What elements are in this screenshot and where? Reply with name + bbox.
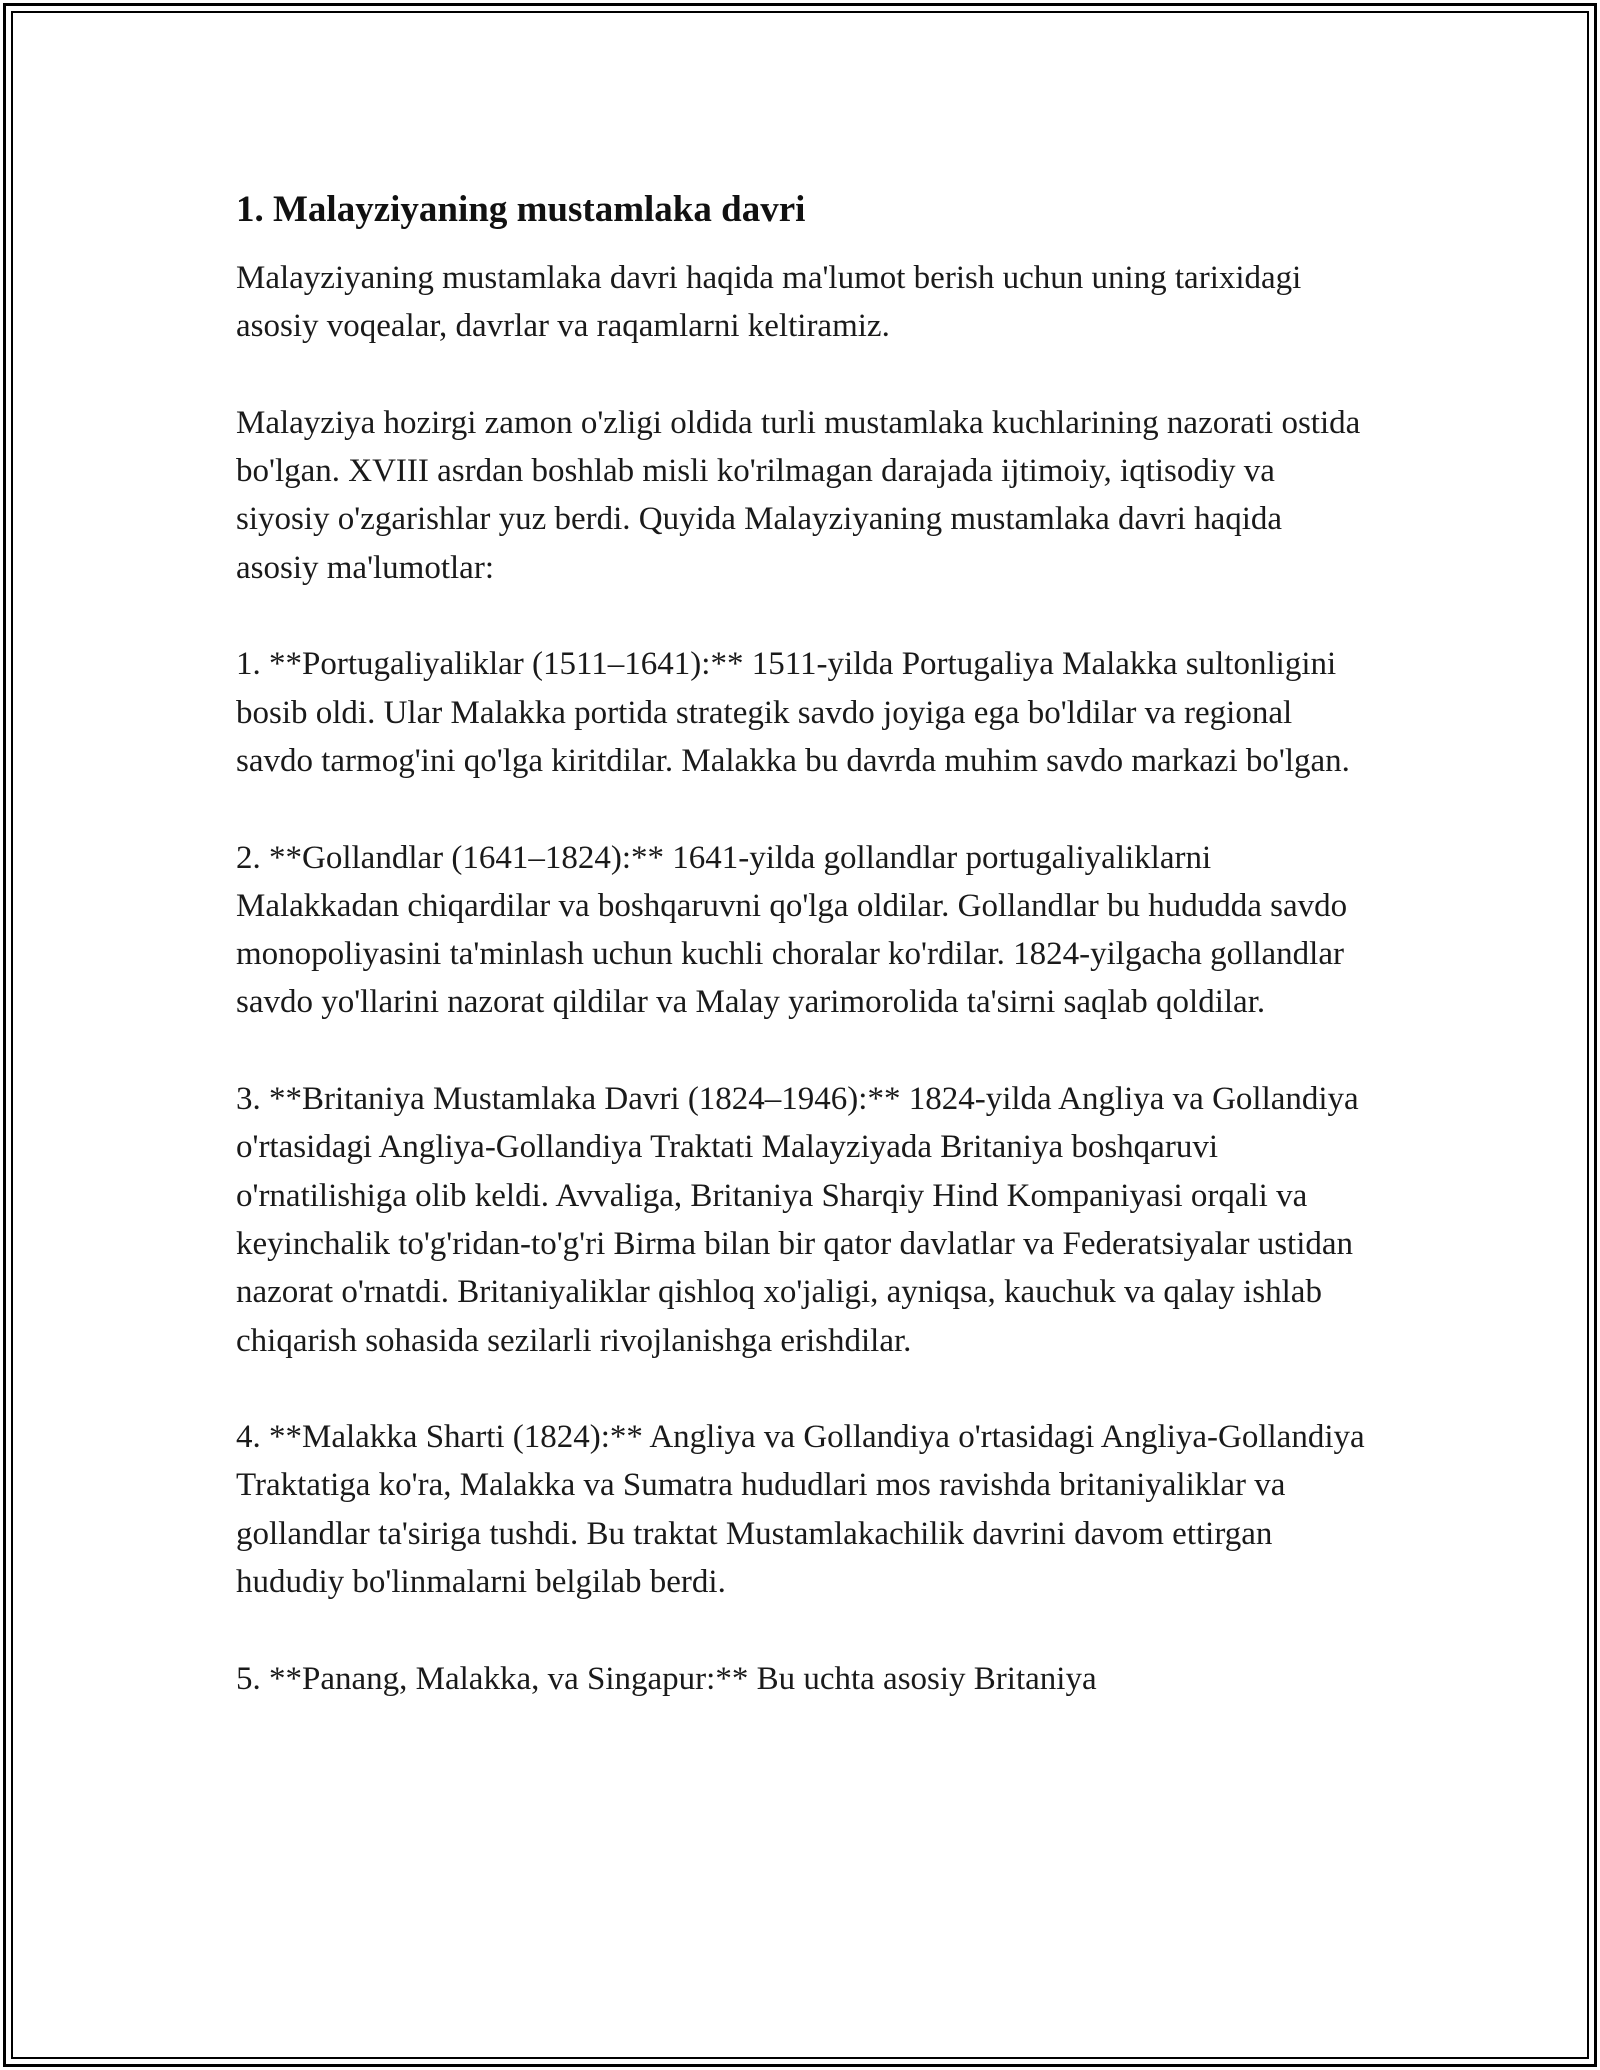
paragraph-portuguese: 1. **Portugaliyaliklar (1511–1641):** 1511-yilda Portugaliya Malakka sultonligini bosib oldi. Ular Malakka portida strategik savdo joyiga ega bo'ldilar va regional savdo tarmog'ini qo'lga kiritdilar. Malakka bu davrda muhim savdo markazi bo'lgan. <box>236 646 1350 779</box>
paragraph-malacca-treaty: 4. **Malakka Sharti (1824):** Angliya va Gollandiya o'rtasidagi Angliya-Gollandiya Traktatiga ko'ra, Malakka va Sumatra hududlari mos ravishda britaniyaliklar va gollandlar ta'siriga tushdi. Bu traktat Mustamlakachilik davrini davom ettirgan hududiy bo'linmalarni belgilab berdi. <box>236 1419 1365 1601</box>
paragraph-overview: Malayziya hozirgi zamon o'zligi oldida turli mustamlaka kuchlarining nazorati ostida bo'lgan. XVIII asrdan boshlab misli ko'rilmagan darajada ijtimoiy, iqtisodiy va siyosiy o'zgarishlar yuz berdi. Quyida Malayziyaning mustamlaka davri haqida asosiy ma'lumotlar: <box>236 404 1361 586</box>
paragraph-dutch: 2. **Gollandlar (1641–1824):** 1641-yilda gollandlar portugaliyaliklarni Malakkadan chiqardilar va boshqaruvni qo'lga oldilar. Gollandlar bu hududda savdo monopoliyasini ta'minlash uchun kuchli choralar ko'rdilar. 1824-yilgacha gollandlar savdo yo'llarini nazorat qildilar va Malay yarimorolida ta'sirni saqlab qoldilar. <box>236 839 1348 1021</box>
paragraph-british: 3. **Britaniya Mustamlaka Davri (1824–1946):** 1824-yilda Angliya va Gollandiya o'rtasidagi Angliya-Gollandiya Traktati Malayziyada Britaniya boshqaruvi o'rnatilishiga olib keldi. Avvaliga, Britaniya Sharqiy Hind Kompaniyasi orqali va keyinchalik to'g'ridan-to'g'ri Birma bilan bir qator davlatlar va Federatsiyalar ustidan nazorat o'rnatdi. Britaniyaliklar qishloq xo'jaligi, ayniqsa, kauchuk va qalay ishlab chiqarish sohasida sezilarli rivojlanishga erishdilar. <box>236 1081 1359 1359</box>
document-title: 1. Malayziyaning mustamlaka davri <box>236 189 806 230</box>
paragraph-intro: Malayziyaning mustamlaka davri haqida ma'lumot berish uchun uning tarixidagi asosiy voqealar, davrlar va raqamlarni keltiramiz. <box>236 260 1302 345</box>
document-body <box>236 186 1366 1751</box>
paragraph-straits: 5. **Panang, Malakka, va Singapur:** Bu uchta asosiy Britaniya <box>236 1660 1097 1697</box>
